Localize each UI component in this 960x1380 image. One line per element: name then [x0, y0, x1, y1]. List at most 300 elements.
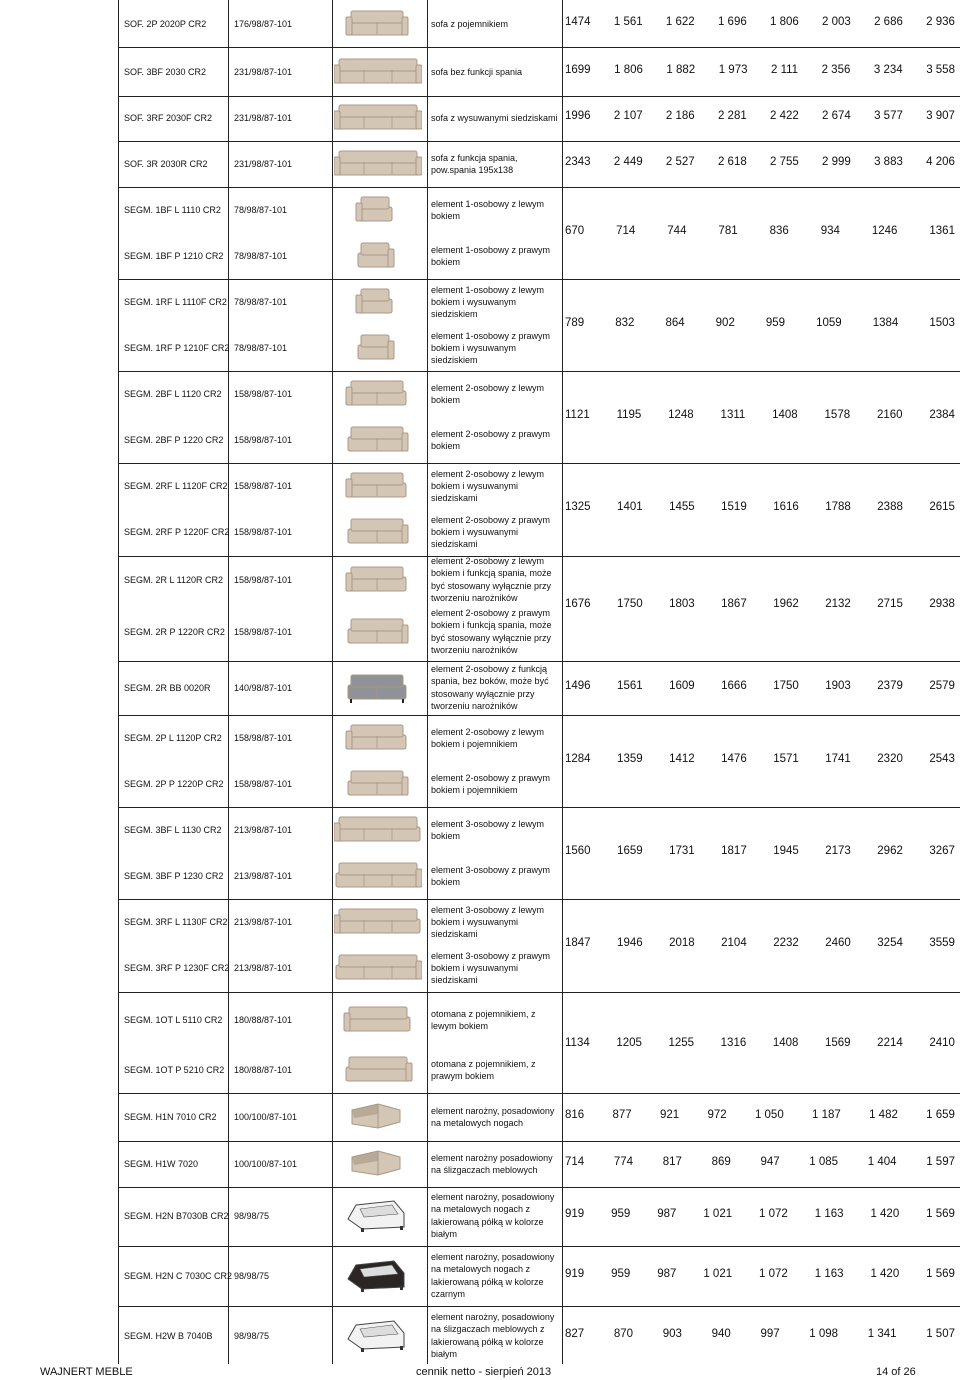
product-code: SEGM. 3BF P 1230 CR2 — [124, 871, 224, 881]
price-row — [565, 1037, 955, 1049]
product-description: element 3-osobowy z lewym bokiem i wysuwanymi siedziskami — [431, 904, 545, 940]
price-cell: 1609 — [669, 680, 695, 692]
price-cell: 1255 — [668, 1037, 695, 1049]
segment-2-seat-right-bed-icon — [334, 615, 422, 649]
product-description: element narożny, posadowiony na metalowych nogach z lakierowaną półką w kolorze czarnym — [431, 1252, 555, 1300]
price-cell: 940 — [711, 1328, 731, 1340]
product-code: SEGM. 2RF P 1220F CR2 — [124, 527, 230, 537]
table-row-divider — [118, 661, 960, 662]
price-cell: 1 163 — [814, 1208, 844, 1220]
product-description: element 2-osobowy z prawym bokiem i pojemnikiem — [431, 772, 551, 795]
price-cell: 836 — [769, 225, 789, 237]
price-cell: 1 072 — [759, 1208, 788, 1220]
segment-2-seat-left-icon — [334, 377, 422, 411]
price-cell: 1 569 — [926, 1208, 955, 1220]
price-cell: 3 234 — [873, 64, 903, 76]
price-cell: 1476 — [721, 753, 747, 765]
ottoman-left-icon — [334, 1003, 422, 1037]
corner-shelf-white-gliders-icon — [334, 1319, 422, 1353]
price-cell: 2018 — [669, 937, 695, 949]
product-dimensions: 140/98/87-101 — [234, 683, 293, 693]
product-dimensions: 158/98/87-101 — [234, 389, 293, 399]
price-cell: 2 356 — [821, 64, 851, 76]
price-cell: 1284 — [565, 753, 591, 765]
price-row — [565, 1328, 955, 1340]
product-description: element narożny posadowiony na ślizgaczach meblowych — [431, 1152, 553, 1175]
price-cell: 1 507 — [926, 1328, 955, 1340]
table-row-divider — [118, 1246, 960, 1247]
product-dimensions: 100/100/87-101 — [234, 1112, 298, 1122]
price-cell: 1666 — [721, 680, 747, 692]
price-cell: 1 622 — [665, 16, 695, 28]
price-cell: 1325 — [565, 501, 591, 513]
footer-title: cennik netto - sierpień 2013 — [416, 1366, 552, 1378]
price-cell: 1059 — [816, 317, 842, 329]
product-code: SEGM. 2RF L 1120F CR2 — [124, 481, 228, 491]
price-cell: 1474 — [565, 16, 591, 28]
price-cell: 2 936 — [926, 16, 955, 28]
price-cell: 1 021 — [703, 1208, 733, 1220]
price-cell: 1248 — [668, 409, 694, 421]
price-row — [565, 64, 955, 76]
price-row — [565, 1109, 955, 1121]
price-row — [565, 680, 955, 692]
segment-3-seat-right-icon — [334, 859, 422, 893]
price-cell: 1788 — [825, 501, 851, 513]
price-cell: 1 021 — [703, 1268, 733, 1280]
price-cell: 903 — [662, 1328, 682, 1340]
price-cell: 2104 — [721, 937, 747, 949]
price-cell: 1 163 — [814, 1268, 844, 1280]
price-cell: 1361 — [929, 225, 955, 237]
price-cell: 2173 — [825, 845, 851, 857]
price-cell: 1903 — [825, 680, 851, 692]
price-cell: 781 — [718, 225, 738, 237]
price-cell: 2 107 — [613, 110, 643, 122]
segment-2-seat-left-storage-icon — [334, 721, 422, 755]
price-cell: 2 003 — [822, 16, 851, 28]
price-cell: 1 341 — [867, 1328, 897, 1340]
price-cell: 997 — [760, 1328, 780, 1340]
product-description: element 1-osobowy z lewym bokiem i wysuwanym siedziskiem — [431, 284, 545, 320]
price-cell: 1817 — [721, 845, 747, 857]
corner-shelf-white-icon — [334, 1199, 422, 1233]
segment-3-seat-left-icon — [334, 813, 422, 847]
product-dimensions: 180/88/87-101 — [234, 1015, 293, 1025]
product-dimensions: 158/98/87-101 — [234, 527, 293, 537]
price-cell: 3 907 — [926, 110, 955, 122]
product-description: sofa z wysuwanymi siedziskami — [431, 113, 558, 123]
price-cell: 2 449 — [613, 156, 643, 168]
price-cell: 1 973 — [718, 64, 748, 76]
price-cell: 1750 — [617, 598, 643, 610]
price-cell: 1 420 — [870, 1268, 900, 1280]
product-dimensions: 78/98/87-101 — [234, 251, 288, 261]
price-cell: 1741 — [825, 753, 851, 765]
product-dimensions: 213/98/87-101 — [234, 825, 293, 835]
product-code: SEGM. 2BF P 1220 CR2 — [124, 435, 224, 445]
table-row-divider — [118, 141, 960, 142]
product-code: SEGM. 1OT L 5110 CR2 — [124, 1015, 223, 1025]
price-cell: 987 — [657, 1208, 677, 1220]
price-cell: 1571 — [773, 753, 799, 765]
product-description: element narożny, posadowiony na metalowych nogach — [431, 1105, 555, 1128]
product-code: SEGM. 1OT P 5210 CR2 — [124, 1065, 225, 1075]
table-column-divider — [562, 0, 563, 1364]
table-row-divider — [118, 371, 960, 372]
table-row-divider — [118, 899, 960, 900]
footer-company: WAJNERT MEBLE — [40, 1366, 133, 1378]
price-row — [565, 110, 955, 122]
price-cell: 1 569 — [926, 1268, 955, 1280]
product-code: SOF. 3R 2030R CR2 — [124, 159, 208, 169]
price-cell: 1 050 — [754, 1109, 784, 1121]
price-cell: 1 561 — [613, 16, 643, 28]
price-cell: 2579 — [929, 680, 955, 692]
corner-element-gliders-icon — [334, 1147, 422, 1181]
product-description: element narożny, posadowiony na ślizgaczach meblowych z lakierowaną półką w kolorze białym — [431, 1312, 555, 1360]
corner-shelf-black-icon — [334, 1259, 422, 1293]
price-cell: 1 482 — [869, 1109, 898, 1121]
price-cell: 2 111 — [771, 64, 799, 76]
price-cell: 877 — [612, 1109, 632, 1121]
price-cell: 2 618 — [717, 156, 747, 168]
price-cell: 1 404 — [867, 1156, 897, 1168]
segment-2-seat-armless-bed-icon — [334, 671, 422, 705]
price-cell: 1134 — [565, 1037, 590, 1049]
price-cell: 2232 — [773, 937, 799, 949]
product-code: SEGM. 3RF L 1130F CR2 — [124, 917, 228, 927]
price-cell: 744 — [667, 225, 687, 237]
price-cell: 870 — [613, 1328, 634, 1340]
price-row — [565, 753, 955, 765]
product-dimensions: 176/98/87-101 — [234, 19, 293, 29]
product-description: element 1-osobowy z prawym bokiem — [431, 244, 551, 267]
segment-2-seat-left-bed-icon — [334, 563, 422, 597]
table-row-divider — [118, 96, 960, 97]
product-code: SEGM. 2R P 1220R CR2 — [124, 627, 225, 637]
price-row — [565, 16, 955, 28]
product-dimensions: 231/98/87-101 — [234, 113, 293, 123]
price-cell: 2962 — [877, 845, 903, 857]
product-code: SOF. 3BF 2030 CR2 — [124, 67, 207, 77]
segment-1-seat-right-icon — [334, 239, 422, 273]
price-cell: 934 — [820, 225, 840, 237]
product-dimensions: 158/98/87-101 — [234, 435, 293, 445]
product-dimensions: 213/98/87-101 — [234, 871, 293, 881]
price-cell: 959 — [765, 317, 786, 329]
product-dimensions: 158/98/87-101 — [234, 733, 293, 743]
product-code: SEGM. 3RF P 1230F CR2 — [124, 963, 230, 973]
price-cell: 1246 — [871, 225, 898, 237]
price-cell: 2132 — [825, 598, 851, 610]
price-cell: 774 — [613, 1156, 634, 1168]
product-code: SOF. 3RF 2030F CR2 — [124, 113, 213, 123]
price-cell: 1 072 — [759, 1268, 788, 1280]
product-description: sofa z pojemnikiem — [431, 19, 509, 29]
product-description: element 2-osobowy z prawym bokiem i funkcją spania, może być stosowany wyłącznie przy tworzeniu narożników — [431, 608, 552, 656]
segment-1-seat-left-icon — [334, 193, 422, 227]
price-cell: 1 659 — [926, 1109, 955, 1121]
price-cell: 1519 — [721, 501, 747, 513]
product-dimensions: 78/98/87-101 — [234, 205, 288, 215]
price-row — [565, 501, 955, 513]
price-row — [565, 225, 955, 237]
price-cell: 1412 — [669, 753, 695, 765]
price-cell: 2160 — [876, 409, 903, 421]
price-cell: 919 — [565, 1268, 585, 1280]
price-cell: 1205 — [616, 1037, 642, 1049]
price-cell: 864 — [665, 317, 685, 329]
product-code: SEGM. 2BF L 1120 CR2 — [124, 389, 222, 399]
segment-1-seat-right-recliner-icon — [334, 331, 422, 365]
price-cell: 3 883 — [874, 156, 903, 168]
product-description: element 2-osobowy z prawym bokiem i wysuwanymi siedziskami — [431, 514, 551, 550]
price-cell: 919 — [565, 1208, 585, 1220]
price-cell: 1750 — [773, 680, 799, 692]
product-code: SEGM. 2P L 1120P CR2 — [124, 733, 222, 743]
product-dimensions: 100/100/87-101 — [234, 1159, 298, 1169]
product-code: SOF. 2P 2020P CR2 — [124, 19, 207, 29]
price-row — [565, 845, 955, 857]
product-description: sofa z funkcja spania, pow.spania 195x138 — [431, 152, 518, 175]
price-cell: 1311 — [720, 409, 746, 421]
price-cell: 959 — [611, 1268, 631, 1280]
product-dimensions: 213/98/87-101 — [234, 963, 293, 973]
segment-2-seat-left-recliner-icon — [334, 469, 422, 503]
product-code: SEGM. 2R L 1120R CR2 — [124, 575, 224, 585]
price-cell: 714 — [565, 1156, 585, 1168]
price-cell: 3 558 — [926, 64, 955, 76]
table-row-divider — [118, 47, 960, 48]
price-cell: 3254 — [877, 937, 903, 949]
price-cell: 3267 — [929, 845, 955, 857]
price-cell: 670 — [565, 225, 585, 237]
price-cell: 2 674 — [822, 110, 851, 122]
price-cell: 2460 — [825, 937, 851, 949]
product-dimensions: 158/98/87-101 — [234, 779, 293, 789]
price-cell: 2543 — [929, 753, 955, 765]
table-row-divider — [118, 715, 960, 716]
price-cell: 2 755 — [770, 156, 799, 168]
price-cell: 1401 — [617, 501, 643, 513]
price-cell: 1 085 — [809, 1156, 839, 1168]
price-cell: 1 098 — [809, 1328, 839, 1340]
price-cell: 789 — [565, 317, 585, 329]
price-cell: 902 — [715, 317, 735, 329]
price-cell: 1996 — [565, 110, 591, 122]
product-code: SEGM. H1N 7010 CR2 — [124, 1112, 217, 1122]
price-cell: 1316 — [720, 1037, 747, 1049]
price-cell: 2 527 — [665, 156, 695, 168]
price-cell: 2938 — [929, 598, 955, 610]
price-row — [565, 598, 955, 610]
price-cell: 1659 — [617, 845, 643, 857]
price-cell: 2 686 — [874, 16, 903, 28]
price-cell: 1195 — [616, 409, 642, 421]
price-cell: 1731 — [669, 845, 695, 857]
price-cell: 2384 — [929, 409, 955, 421]
price-cell: 832 — [615, 317, 635, 329]
price-cell: 1121 — [565, 409, 590, 421]
product-dimensions: 158/98/87-101 — [234, 481, 293, 491]
table-column-divider — [332, 0, 333, 1364]
price-cell: 1560 — [565, 845, 591, 857]
price-cell: 3559 — [929, 937, 955, 949]
product-code: SEGM. H2N B7030B CR2 — [124, 1211, 229, 1221]
sofa-3-seat-icon — [334, 55, 422, 89]
price-cell: 4 206 — [926, 156, 955, 168]
price-cell: 1847 — [565, 937, 591, 949]
product-code: SEGM. 1BF L 1110 CR2 — [124, 205, 221, 215]
price-cell: 2 422 — [770, 110, 799, 122]
table-row-divider — [118, 992, 960, 993]
segment-2-seat-right-storage-icon — [334, 767, 422, 801]
price-cell: 921 — [659, 1109, 680, 1121]
price-cell: 1 882 — [666, 64, 696, 76]
price-cell: 1384 — [872, 317, 899, 329]
price-cell: 2214 — [877, 1037, 903, 1049]
price-cell: 714 — [616, 225, 636, 237]
price-cell: 1946 — [617, 937, 643, 949]
product-code: SEGM. 1RF L 1110F CR2 — [124, 297, 227, 307]
segment-3-seat-left-recliner-icon — [334, 905, 422, 939]
price-cell: 972 — [707, 1109, 727, 1121]
table-column-divider — [427, 0, 428, 1364]
product-code: SEGM. H1W 7020 — [124, 1159, 199, 1169]
product-description: element 2-osobowy z lewym bokiem i pojemnikiem — [431, 726, 545, 749]
price-cell: 1496 — [565, 680, 591, 692]
product-description: element 3-osobowy z lewym bokiem — [431, 818, 545, 841]
price-row — [565, 1156, 955, 1168]
product-code: SEGM. 2R BB 0020R — [124, 683, 211, 693]
product-description: otomana z pojemnikiem, z lewym bokiem — [431, 1008, 536, 1031]
table-row-divider — [118, 807, 960, 808]
price-row — [565, 1208, 955, 1220]
segment-1-seat-left-recliner-icon — [334, 285, 422, 319]
product-dimensions: 158/98/87-101 — [234, 627, 293, 637]
price-row — [565, 937, 955, 949]
price-cell: 1676 — [565, 598, 591, 610]
price-cell: 1 420 — [870, 1208, 900, 1220]
table-column-divider — [228, 0, 229, 1364]
table-column-divider — [118, 0, 119, 1364]
product-description: element 3-osobowy z prawym bokiem — [431, 864, 551, 887]
price-cell: 2410 — [929, 1037, 955, 1049]
price-cell: 2615 — [929, 501, 955, 513]
price-cell: 1561 — [617, 680, 643, 692]
product-description: element 2-osobowy z lewym bokiem i funkcją spania, może być stosowany wyłącznie przy tworzeniu narożników — [431, 556, 552, 604]
price-cell: 1867 — [721, 598, 747, 610]
product-dimensions: 78/98/87-101 — [234, 343, 288, 353]
price-cell: 1569 — [825, 1037, 851, 1049]
price-row — [565, 409, 955, 421]
price-cell: 1616 — [773, 501, 799, 513]
table-row-divider — [118, 463, 960, 464]
price-cell: 1578 — [824, 409, 851, 421]
table-row-divider — [118, 1141, 960, 1142]
price-cell: 1 597 — [926, 1156, 955, 1168]
segment-2-seat-right-recliner-icon — [334, 515, 422, 549]
price-cell: 2320 — [877, 753, 903, 765]
price-cell: 827 — [565, 1328, 585, 1340]
product-description: element 2-osobowy z funkcją spania, bez boków, może być stosowany wyłącznie przy tworzeniu narożników — [431, 664, 549, 712]
price-cell: 2 999 — [822, 156, 851, 168]
product-dimensions: 231/98/87-101 — [234, 67, 293, 77]
product-description: sofa bez funkcji spania — [431, 67, 523, 77]
price-cell: 1 187 — [812, 1109, 841, 1121]
product-dimensions: 180/88/87-101 — [234, 1065, 293, 1075]
price-cell: 1408 — [772, 1037, 799, 1049]
price-cell: 817 — [662, 1156, 682, 1168]
price-row — [565, 156, 955, 168]
product-description: element 2-osobowy z lewym bokiem — [431, 382, 545, 405]
product-dimensions: 158/98/87-101 — [234, 575, 293, 585]
product-code: SEGM. H2N C 7030C CR2 — [124, 1271, 233, 1281]
price-cell: 2 281 — [717, 110, 747, 122]
price-cell: 1962 — [773, 598, 799, 610]
product-description: otomana z pojemnikiem, z prawym bokiem — [431, 1058, 536, 1081]
price-cell: 816 — [565, 1109, 585, 1121]
price-cell: 2 186 — [665, 110, 695, 122]
price-cell: 987 — [657, 1268, 677, 1280]
price-row — [565, 1268, 955, 1280]
sofa-2-seat-icon — [334, 7, 422, 41]
price-cell: 2388 — [877, 501, 903, 513]
product-dimensions: 98/98/75 — [234, 1331, 270, 1341]
product-dimensions: 98/98/75 — [234, 1271, 270, 1281]
price-cell: 1 806 — [770, 16, 799, 28]
product-dimensions: 98/98/75 — [234, 1211, 270, 1221]
price-cell: 1408 — [772, 409, 798, 421]
price-cell: 1 806 — [614, 64, 643, 76]
product-code: SEGM. 3BF L 1130 CR2 — [124, 825, 222, 835]
price-cell: 1455 — [669, 501, 695, 513]
corner-element-icon — [334, 1100, 422, 1134]
price-cell: 1699 — [565, 64, 591, 76]
price-cell: 1945 — [773, 845, 799, 857]
product-code: SEGM. 1BF P 1210 CR2 — [124, 251, 224, 261]
sofa-3-seat-recliner-icon — [334, 101, 422, 135]
product-dimensions: 213/98/87-101 — [234, 917, 293, 927]
price-cell: 869 — [711, 1156, 731, 1168]
segment-3-seat-right-recliner-icon — [334, 951, 422, 985]
price-cell: 2343 — [565, 156, 591, 168]
table-row-divider — [118, 279, 960, 280]
table-row-divider — [118, 1187, 960, 1188]
price-cell: 959 — [611, 1208, 631, 1220]
table-row-divider — [118, 1093, 960, 1094]
product-description: element 3-osobowy z prawym bokiem i wysuwanymi siedziskami — [431, 950, 551, 986]
product-description: element narożny, posadowiony na metalowych nogach z lakierowaną półką w kolorze białym — [431, 1192, 555, 1240]
price-cell: 2379 — [877, 680, 903, 692]
footer-page-number: 14 of 26 — [876, 1366, 916, 1378]
product-code: SEGM. 1RF P 1210F CR2 — [124, 343, 230, 353]
price-cell: 1 696 — [717, 16, 747, 28]
product-code: SEGM. H2W B 7040B — [124, 1331, 213, 1341]
price-row — [565, 317, 955, 329]
price-cell: 947 — [760, 1156, 780, 1168]
price-cell: 1503 — [929, 317, 955, 329]
product-description: element 1-osobowy z lewym bokiem — [431, 198, 545, 221]
price-cell: 2715 — [877, 598, 903, 610]
price-cell: 1359 — [617, 753, 643, 765]
product-code: SEGM. 2P P 1220P CR2 — [124, 779, 224, 789]
ottoman-right-icon — [334, 1053, 422, 1087]
product-description: element 2-osobowy z prawym bokiem — [431, 428, 551, 451]
product-dimensions: 231/98/87-101 — [234, 159, 293, 169]
product-description: element 2-osobowy z lewym bokiem i wysuwanymi siedziskami — [431, 468, 545, 504]
